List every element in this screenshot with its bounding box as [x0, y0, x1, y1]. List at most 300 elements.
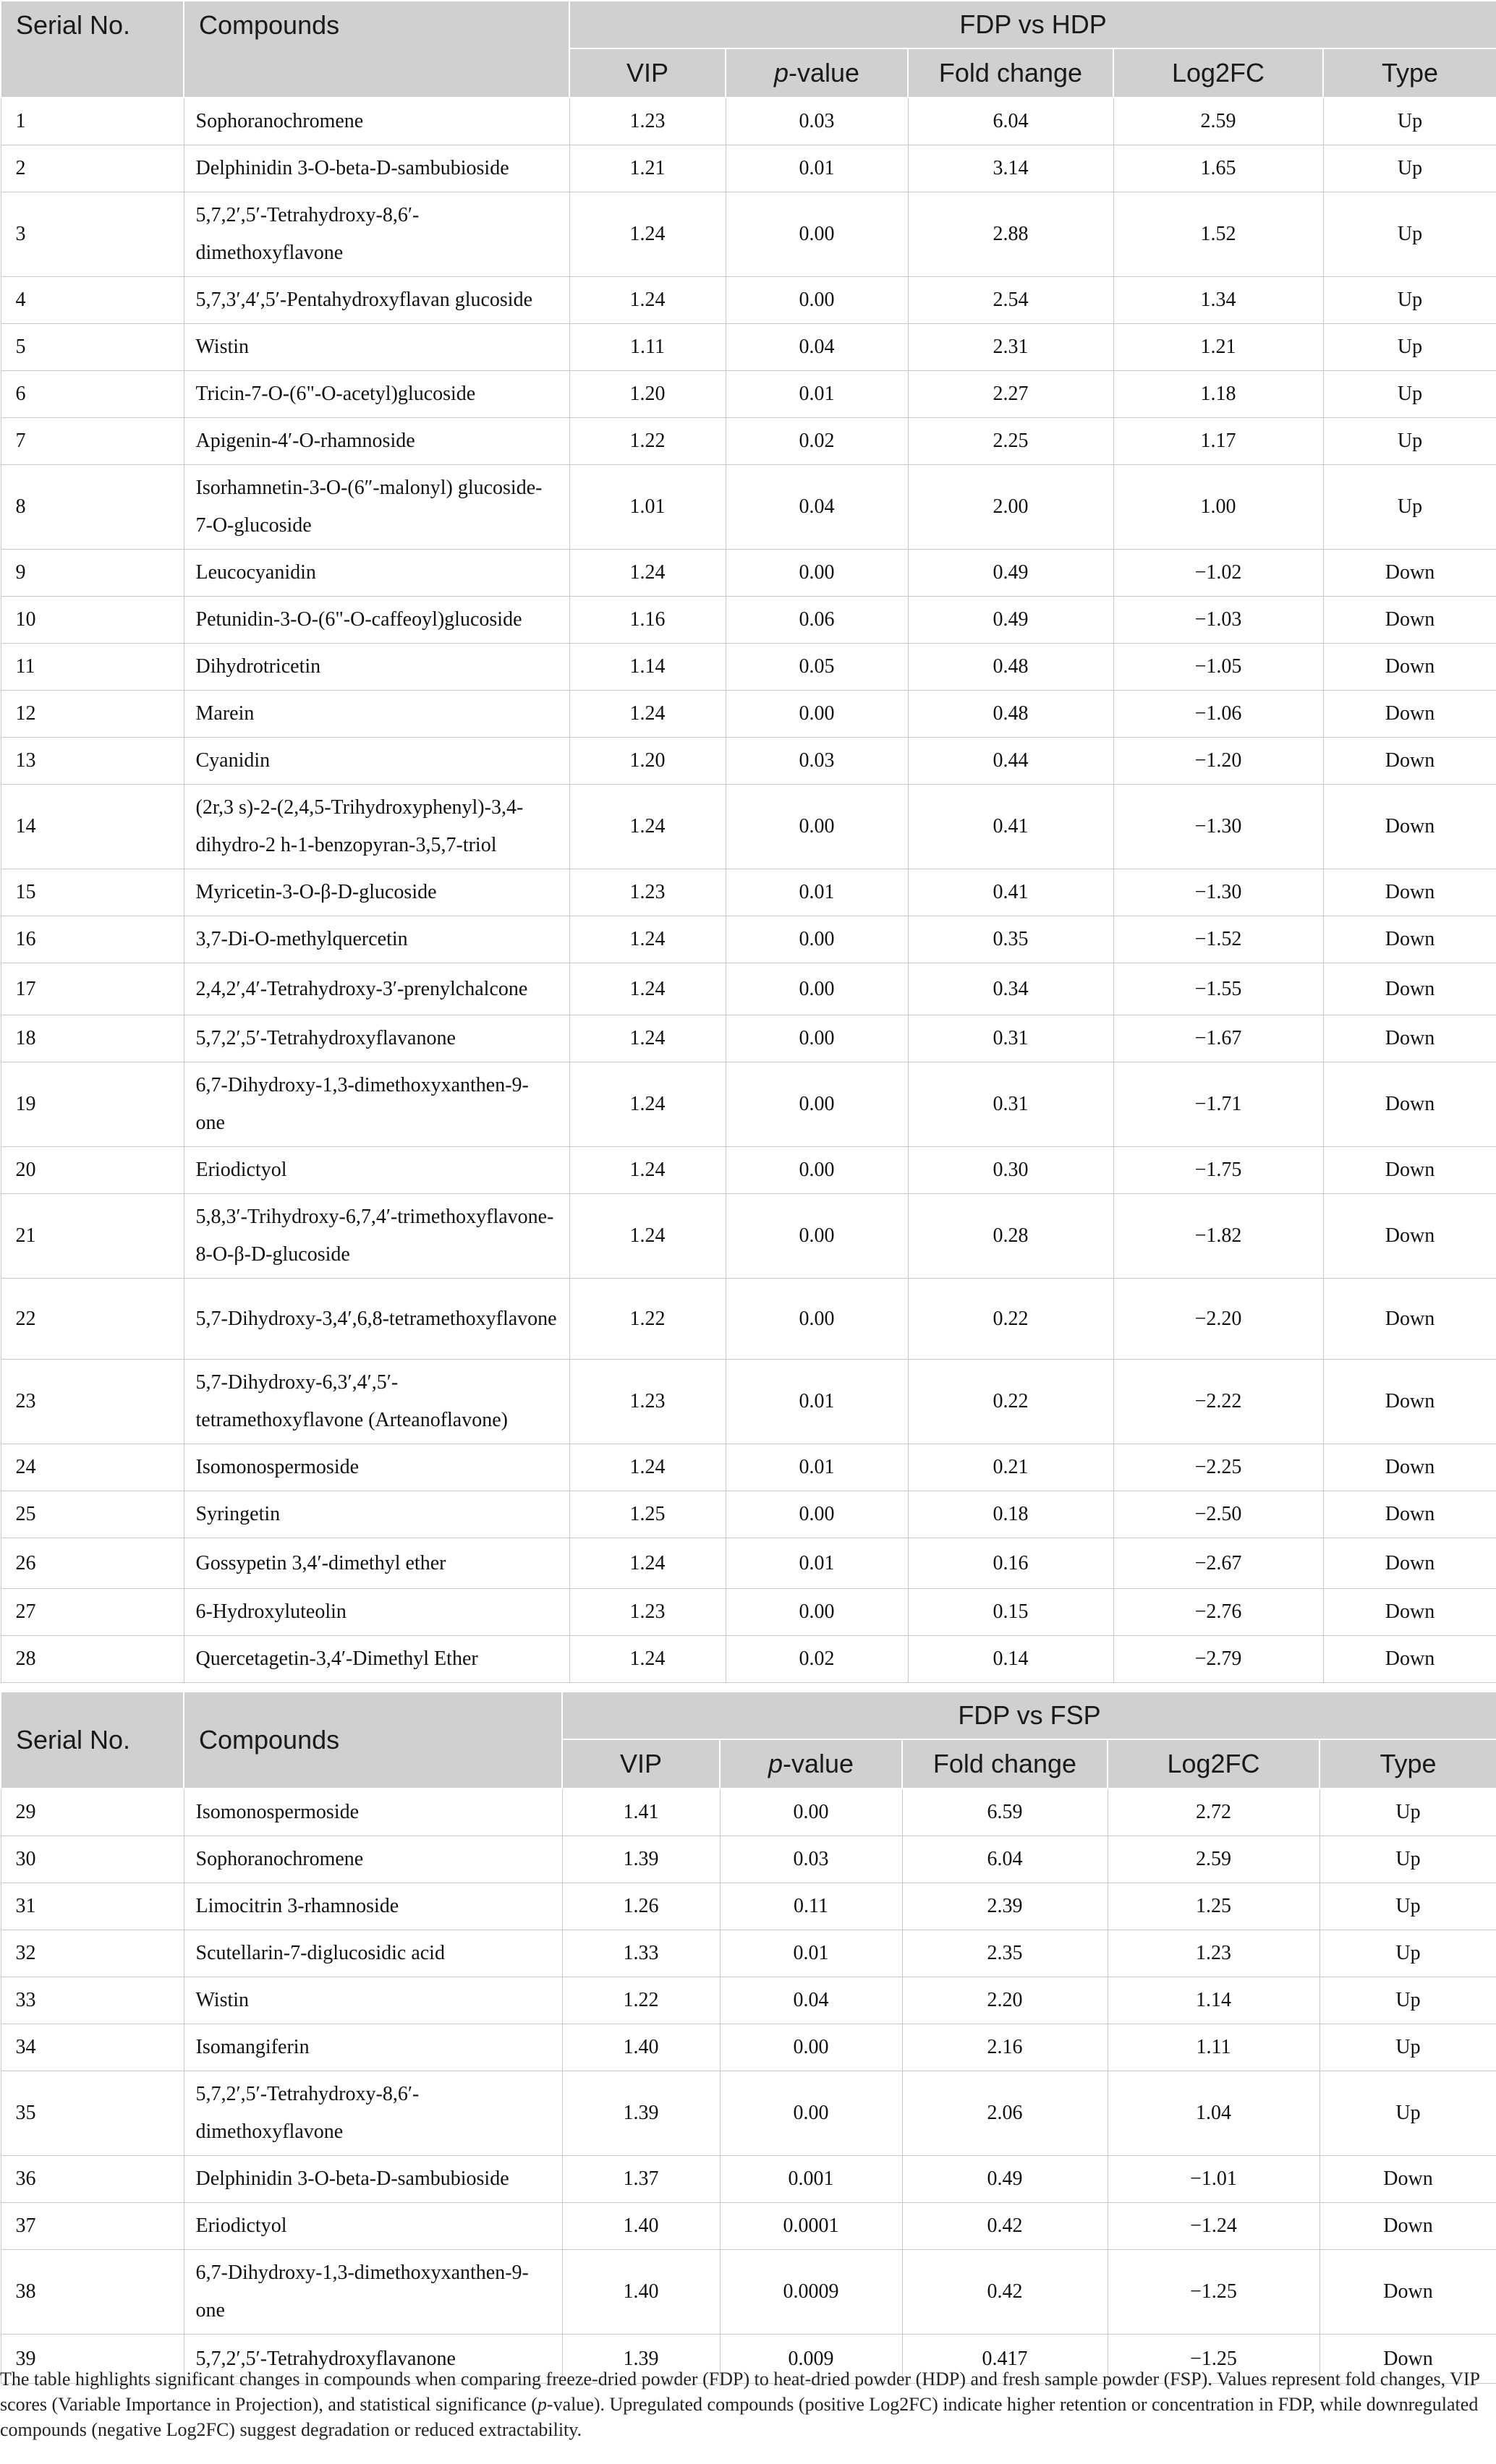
cell-log2fc: −1.25 — [1108, 2335, 1319, 2384]
cell-serial: 25 — [1, 1491, 184, 1538]
cell-log2fc: −2.22 — [1113, 1360, 1323, 1444]
cell-log2fc: 1.00 — [1113, 465, 1323, 550]
cell-log2fc: −1.55 — [1113, 963, 1323, 1015]
cell-log2fc: −1.20 — [1113, 738, 1323, 785]
table-row — [1, 1360, 1496, 1444]
cell-p-value: 0.009 — [720, 2335, 902, 2384]
cell-compound: 5,7-Dihydroxy-3,4′,6,8-tetramethoxyflavone — [184, 1279, 569, 1360]
cell-fold-change: 0.30 — [908, 1147, 1113, 1194]
cell-p-value: 0.02 — [726, 1636, 908, 1683]
cell-vip: 1.24 — [569, 1015, 726, 1062]
cell-serial: 21 — [1, 1194, 184, 1279]
cell-log2fc: 1.65 — [1113, 145, 1323, 192]
cell-vip: 1.23 — [569, 869, 726, 916]
cell-type: Down — [1323, 1147, 1496, 1194]
cell-p-value: 0.01 — [726, 145, 908, 192]
cell-serial: 32 — [1, 1930, 184, 1977]
cell-serial: 36 — [1, 2156, 184, 2203]
table-row — [1, 1930, 1496, 1977]
cell-log2fc: −2.76 — [1113, 1589, 1323, 1636]
cell-log2fc: 2.59 — [1108, 1836, 1319, 1883]
cell-vip: 1.24 — [569, 550, 726, 597]
cell-serial: 10 — [1, 597, 184, 644]
header-vip: VIP — [569, 48, 726, 98]
cell-p-value: 0.01 — [726, 1538, 908, 1589]
cell-p-value: 0.0009 — [720, 2250, 902, 2335]
cell-p-value: 0.03 — [726, 738, 908, 785]
table-row — [1, 1636, 1496, 1683]
cell-serial: 34 — [1, 2024, 184, 2071]
table-row — [1, 550, 1496, 597]
cell-fold-change: 0.28 — [908, 1194, 1113, 1279]
table-header — [1, 1692, 1496, 1789]
cell-type: Up — [1319, 1930, 1496, 1977]
cell-vip: 1.23 — [569, 1589, 726, 1636]
table-row — [1, 1147, 1496, 1194]
cell-type: Down — [1323, 644, 1496, 691]
cell-fold-change: 2.06 — [902, 2071, 1108, 2156]
cell-serial: 3 — [1, 192, 184, 277]
cell-compound: Isomonospermoside — [184, 1444, 569, 1491]
cell-compound: 5,7,2′,5′-Tetrahydroxy-8,6′-dimethoxyflavone — [184, 2071, 562, 2156]
cell-vip: 1.24 — [569, 1194, 726, 1279]
cell-log2fc: 1.18 — [1113, 371, 1323, 418]
cell-serial: 6 — [1, 371, 184, 418]
cell-compound: Isorhamnetin-3-O-(6″-malonyl) glucoside-7-O-glucoside — [184, 465, 569, 550]
cell-serial: 8 — [1, 465, 184, 550]
cell-serial: 30 — [1, 1836, 184, 1883]
cell-p-value: 0.01 — [726, 1360, 908, 1444]
cell-log2fc: 1.25 — [1108, 1883, 1319, 1930]
table-row — [1, 1789, 1496, 1836]
table-row — [1, 2156, 1496, 2203]
cell-serial: 4 — [1, 277, 184, 324]
table-row — [1, 1062, 1496, 1147]
cell-type: Down — [1323, 1444, 1496, 1491]
cell-log2fc: 1.17 — [1113, 418, 1323, 465]
cell-type: Down — [1319, 2250, 1496, 2335]
header-serial: Serial No. — [1, 1, 184, 98]
cell-fold-change: 0.41 — [908, 785, 1113, 869]
table-row — [1, 2071, 1496, 2156]
table-row — [1, 324, 1496, 371]
cell-serial: 15 — [1, 869, 184, 916]
cell-compound: Eriodictyol — [184, 2203, 562, 2250]
cell-serial: 14 — [1, 785, 184, 869]
cell-p-value: 0.00 — [726, 916, 908, 963]
cell-fold-change: 0.14 — [908, 1636, 1113, 1683]
cell-compound: Eriodictyol — [184, 1147, 569, 1194]
cell-type: Down — [1323, 1538, 1496, 1589]
table-row — [1, 785, 1496, 869]
cell-fold-change: 2.39 — [902, 1883, 1108, 1930]
cell-vip: 1.14 — [569, 644, 726, 691]
cell-compound: Apigenin-4′-O-rhamnoside — [184, 418, 569, 465]
cell-p-value: 0.00 — [726, 963, 908, 1015]
cell-vip: 1.20 — [569, 371, 726, 418]
cell-fold-change: 2.16 — [902, 2024, 1108, 2071]
cell-compound: Myricetin-3-O-β-D-glucoside — [184, 869, 569, 916]
cell-fold-change: 0.48 — [908, 691, 1113, 738]
cell-p-value: 0.00 — [726, 691, 908, 738]
header-fold-change: Fold change — [908, 48, 1113, 98]
cell-serial: 29 — [1, 1789, 184, 1836]
cell-compound: Delphinidin 3-O-beta-D-sambubioside — [184, 2156, 562, 2203]
cell-type: Up — [1323, 98, 1496, 145]
header-type: Type — [1319, 1739, 1496, 1789]
cell-vip: 1.24 — [569, 192, 726, 277]
cell-vip: 1.24 — [569, 1062, 726, 1147]
header-type: Type — [1323, 48, 1496, 98]
cell-fold-change: 0.417 — [902, 2335, 1108, 2384]
cell-fold-change: 2.25 — [908, 418, 1113, 465]
cell-vip: 1.40 — [562, 2024, 720, 2071]
cell-fold-change: 2.35 — [902, 1930, 1108, 1977]
cell-vip: 1.24 — [569, 916, 726, 963]
table-row — [1, 418, 1496, 465]
cell-vip: 1.22 — [569, 1279, 726, 1360]
table-row — [1, 963, 1496, 1015]
cell-vip: 1.37 — [562, 2156, 720, 2203]
cell-type: Up — [1323, 324, 1496, 371]
cell-type: Up — [1323, 192, 1496, 277]
cell-serial: 13 — [1, 738, 184, 785]
table-row — [1, 465, 1496, 550]
table-row — [1, 2203, 1496, 2250]
cell-p-value: 0.00 — [726, 192, 908, 277]
table-row — [1, 1015, 1496, 1062]
table-row — [1, 869, 1496, 916]
cell-log2fc: 1.34 — [1113, 277, 1323, 324]
table-row — [1, 1883, 1496, 1930]
cell-p-value: 0.11 — [720, 1883, 902, 1930]
cell-fold-change: 2.27 — [908, 371, 1113, 418]
cell-fold-change: 0.15 — [908, 1589, 1113, 1636]
cell-type: Up — [1323, 277, 1496, 324]
cell-compound: 6,7-Dihydroxy-1,3-dimethoxyxanthen-9-one — [184, 2250, 562, 2335]
cell-p-value: 0.0001 — [720, 2203, 902, 2250]
cell-p-value: 0.01 — [726, 371, 908, 418]
cell-fold-change: 6.59 — [902, 1789, 1108, 1836]
cell-serial: 23 — [1, 1360, 184, 1444]
cell-type: Down — [1323, 1279, 1496, 1360]
cell-vip: 1.22 — [562, 1977, 720, 2024]
cell-serial: 33 — [1, 1977, 184, 2024]
cell-vip: 1.01 — [569, 465, 726, 550]
table-body — [1, 98, 1496, 1683]
cell-type: Down — [1323, 550, 1496, 597]
cell-compound: Wistin — [184, 324, 569, 371]
cell-type: Up — [1323, 145, 1496, 192]
cell-log2fc: −1.71 — [1113, 1062, 1323, 1147]
cell-type: Up — [1323, 465, 1496, 550]
cell-compound: (2r,3 s)-2-(2,4,5-Trihydroxyphenyl)-3,4-dihydro-2 h-1-benzopyran-3,5,7-triol — [184, 785, 569, 869]
table-row — [1, 371, 1496, 418]
cell-p-value: 0.01 — [720, 1930, 902, 1977]
cell-type: Down — [1323, 597, 1496, 644]
table-row — [1, 597, 1496, 644]
cell-type: Down — [1323, 1589, 1496, 1636]
table-row — [1, 277, 1496, 324]
cell-fold-change: 0.48 — [908, 644, 1113, 691]
table-row — [1, 1491, 1496, 1538]
cell-compound: Dihydrotricetin — [184, 644, 569, 691]
cell-vip: 1.24 — [569, 1147, 726, 1194]
cell-p-value: 0.00 — [726, 277, 908, 324]
cell-p-value: 0.00 — [720, 2024, 902, 2071]
cell-p-value: 0.00 — [726, 785, 908, 869]
cell-fold-change: 2.31 — [908, 324, 1113, 371]
cell-type: Up — [1319, 2071, 1496, 2156]
cell-log2fc: −1.67 — [1113, 1015, 1323, 1062]
cell-type: Down — [1323, 738, 1496, 785]
cell-compound: Wistin — [184, 1977, 562, 2024]
cell-compound: Syringetin — [184, 1491, 569, 1538]
cell-compound: Petunidin-3-O-(6"-O-caffeoyl)glucoside — [184, 597, 569, 644]
cell-serial: 16 — [1, 916, 184, 963]
table-row — [1, 1279, 1496, 1360]
cell-log2fc: −2.20 — [1113, 1279, 1323, 1360]
cell-log2fc: 2.72 — [1108, 1789, 1319, 1836]
cell-type: Up — [1319, 1977, 1496, 2024]
cell-p-value: 0.00 — [726, 1062, 908, 1147]
cell-serial: 11 — [1, 644, 184, 691]
cell-compound: Gossypetin 3,4′-dimethyl ether — [184, 1538, 569, 1589]
cell-fold-change: 0.21 — [908, 1444, 1113, 1491]
header-compounds: Compounds — [184, 1692, 562, 1789]
cell-vip: 1.24 — [569, 1538, 726, 1589]
table-row — [1, 738, 1496, 785]
cell-compound: 5,7,2′,5′-Tetrahydroxy-8,6′-dimethoxyflavone — [184, 192, 569, 277]
cell-p-value: 0.001 — [720, 2156, 902, 2203]
table-row — [1, 192, 1496, 277]
cell-vip: 1.21 — [569, 145, 726, 192]
cell-serial: 18 — [1, 1015, 184, 1062]
cell-fold-change: 6.04 — [908, 98, 1113, 145]
cell-compound: Limocitrin 3-rhamnoside — [184, 1883, 562, 1930]
table-row — [1, 644, 1496, 691]
cell-log2fc: −1.30 — [1113, 785, 1323, 869]
cell-serial: 7 — [1, 418, 184, 465]
cell-log2fc: −1.30 — [1113, 869, 1323, 916]
header-compounds: Compounds — [184, 1, 569, 98]
table-fdp-vs-fsp — [0, 1691, 1496, 2384]
cell-log2fc: −1.52 — [1113, 916, 1323, 963]
cell-fold-change: 0.22 — [908, 1279, 1113, 1360]
cell-type: Down — [1323, 963, 1496, 1015]
header-fold-change: Fold change — [902, 1739, 1108, 1789]
header-p-value: p-value — [720, 1739, 902, 1789]
cell-p-value: 0.00 — [720, 2071, 902, 2156]
table-footnote: The table highlights significant changes in compounds when comparing freeze-dried powder (FDP) to heat-dried powder (HDP) and fresh sample powder (FSP). Values represent fold changes, VIP scores (Variable Importance in Projection), and statistical significance (p-value). Upregulated compounds (positive Log2FC) indicate higher retention or concentration in FDP, while downregulated compounds (negative Log2FC) suggest degradation or reduced extractability. — [0, 2369, 1480, 2440]
cell-compound: Quercetagetin-3,4′-Dimethyl Ether — [184, 1636, 569, 1683]
cell-p-value: 0.00 — [726, 1015, 908, 1062]
cell-log2fc: −1.03 — [1113, 597, 1323, 644]
table-row — [1, 1194, 1496, 1279]
table-row — [1, 2024, 1496, 2071]
cell-compound: 6-Hydroxyluteolin — [184, 1589, 569, 1636]
cell-log2fc: −1.01 — [1108, 2156, 1319, 2203]
cell-type: Down — [1323, 1194, 1496, 1279]
cell-serial: 38 — [1, 2250, 184, 2335]
cell-serial: 2 — [1, 145, 184, 192]
cell-p-value: 0.00 — [726, 1491, 908, 1538]
cell-compound: Leucocyanidin — [184, 550, 569, 597]
cell-compound: Sophoranochromene — [184, 98, 569, 145]
cell-p-value: 0.00 — [726, 1279, 908, 1360]
cell-compound: Delphinidin 3-O-beta-D-sambubioside — [184, 145, 569, 192]
cell-log2fc: −1.06 — [1113, 691, 1323, 738]
cell-vip: 1.23 — [569, 98, 726, 145]
cell-log2fc: −1.75 — [1113, 1147, 1323, 1194]
cell-log2fc: −2.50 — [1113, 1491, 1323, 1538]
cell-type: Up — [1319, 1789, 1496, 1836]
table-row — [1, 2250, 1496, 2335]
cell-type: Down — [1323, 1491, 1496, 1538]
cell-fold-change: 3.14 — [908, 145, 1113, 192]
table-row — [1, 691, 1496, 738]
cell-fold-change: 2.00 — [908, 465, 1113, 550]
cell-type: Up — [1323, 418, 1496, 465]
cell-serial: 31 — [1, 1883, 184, 1930]
cell-serial: 9 — [1, 550, 184, 597]
cell-fold-change: 0.41 — [908, 869, 1113, 916]
cell-vip: 1.39 — [562, 2335, 720, 2384]
cell-serial: 35 — [1, 2071, 184, 2156]
cell-p-value: 0.00 — [726, 1589, 908, 1636]
cell-fold-change: 2.54 — [908, 277, 1113, 324]
cell-compound: Sophoranochromene — [184, 1836, 562, 1883]
cell-type: Up — [1319, 2024, 1496, 2071]
cell-fold-change: 0.49 — [902, 2156, 1108, 2203]
cell-compound: 5,7-Dihydroxy-6,3′,4′,5′-tetramethoxyflavone (Arteanoflavone) — [184, 1360, 569, 1444]
cell-compound: Isomangiferin — [184, 2024, 562, 2071]
cell-p-value: 0.00 — [726, 550, 908, 597]
cell-log2fc: −2.25 — [1113, 1444, 1323, 1491]
cell-fold-change: 2.88 — [908, 192, 1113, 277]
cell-compound: 2,4,2′,4′-Tetrahydroxy-3′-prenylchalcone — [184, 963, 569, 1015]
cell-fold-change: 0.31 — [908, 1015, 1113, 1062]
cell-fold-change: 0.16 — [908, 1538, 1113, 1589]
cell-vip: 1.33 — [562, 1930, 720, 1977]
cell-p-value: 0.01 — [726, 869, 908, 916]
cell-vip: 1.24 — [569, 691, 726, 738]
cell-p-value: 0.00 — [726, 1194, 908, 1279]
cell-compound: Tricin-7-O-(6"-O-acetyl)glucoside — [184, 371, 569, 418]
cell-vip: 1.25 — [569, 1491, 726, 1538]
cell-p-value: 0.00 — [720, 1789, 902, 1836]
cell-vip: 1.16 — [569, 597, 726, 644]
cell-compound: 5,8,3′-Trihydroxy-6,7,4′-trimethoxyflavone-8-O-β-D-glucoside — [184, 1194, 569, 1279]
cell-p-value: 0.02 — [726, 418, 908, 465]
header-p-value: p-value — [726, 48, 908, 98]
cell-type: Down — [1323, 869, 1496, 916]
cell-serial: 37 — [1, 2203, 184, 2250]
cell-serial: 24 — [1, 1444, 184, 1491]
cell-serial: 39 — [1, 2335, 184, 2384]
cell-vip: 1.39 — [562, 2071, 720, 2156]
cell-log2fc: 1.21 — [1113, 324, 1323, 371]
header-log2fc: Log2FC — [1113, 48, 1323, 98]
table-row — [1, 1977, 1496, 2024]
cell-log2fc: −1.02 — [1113, 550, 1323, 597]
cell-p-value: 0.06 — [726, 597, 908, 644]
cell-fold-change: 0.22 — [908, 1360, 1113, 1444]
cell-compound: Cyanidin — [184, 738, 569, 785]
cell-serial: 1 — [1, 98, 184, 145]
cell-type: Down — [1319, 2156, 1496, 2203]
cell-type: Down — [1323, 1360, 1496, 1444]
cell-type: Down — [1323, 691, 1496, 738]
cell-vip: 1.11 — [569, 324, 726, 371]
cell-log2fc: 1.14 — [1108, 1977, 1319, 2024]
table-body — [1, 1789, 1496, 2384]
cell-log2fc: −2.79 — [1113, 1636, 1323, 1683]
cell-vip: 1.39 — [562, 1836, 720, 1883]
cell-fold-change: 0.42 — [902, 2203, 1108, 2250]
cell-fold-change: 0.31 — [908, 1062, 1113, 1147]
cell-p-value: 0.01 — [726, 1444, 908, 1491]
cell-serial: 20 — [1, 1147, 184, 1194]
header-vip: VIP — [562, 1739, 720, 1789]
cell-compound: 5,7,3′,4′,5′-Pentahydroxyflavan glucoside — [184, 277, 569, 324]
cell-log2fc: 1.52 — [1113, 192, 1323, 277]
cell-log2fc: 2.59 — [1113, 98, 1323, 145]
cell-vip: 1.24 — [569, 1636, 726, 1683]
cell-type: Down — [1323, 785, 1496, 869]
table-row — [1, 1538, 1496, 1589]
table-row — [1, 98, 1496, 145]
cell-vip: 1.24 — [569, 277, 726, 324]
header-group-title: FDP vs FSP — [562, 1692, 1496, 1739]
cell-fold-change: 2.20 — [902, 1977, 1108, 2024]
header-group-title: FDP vs HDP — [569, 1, 1496, 48]
cell-serial: 12 — [1, 691, 184, 738]
cell-type: Up — [1323, 371, 1496, 418]
header-serial: Serial No. — [1, 1692, 184, 1789]
cell-type: Down — [1323, 1015, 1496, 1062]
cell-type: Up — [1319, 1836, 1496, 1883]
header-log2fc: Log2FC — [1108, 1739, 1319, 1789]
cell-type: Up — [1319, 1883, 1496, 1930]
cell-serial: 28 — [1, 1636, 184, 1683]
cell-log2fc: 1.04 — [1108, 2071, 1319, 2156]
cell-fold-change: 6.04 — [902, 1836, 1108, 1883]
cell-vip: 1.26 — [562, 1883, 720, 1930]
cell-fold-change: 0.42 — [902, 2250, 1108, 2335]
cell-vip: 1.24 — [569, 963, 726, 1015]
cell-p-value: 0.04 — [726, 465, 908, 550]
cell-fold-change: 0.35 — [908, 916, 1113, 963]
cell-serial: 22 — [1, 1279, 184, 1360]
cell-compound: Isomonospermoside — [184, 1789, 562, 1836]
cell-serial: 17 — [1, 963, 184, 1015]
cell-fold-change: 0.49 — [908, 550, 1113, 597]
cell-p-value: 0.04 — [720, 1977, 902, 2024]
cell-fold-change: 0.34 — [908, 963, 1113, 1015]
cell-compound: 6,7-Dihydroxy-1,3-dimethoxyxanthen-9-one — [184, 1062, 569, 1147]
cell-serial: 19 — [1, 1062, 184, 1147]
cell-serial: 27 — [1, 1589, 184, 1636]
cell-vip: 1.23 — [569, 1360, 726, 1444]
cell-p-value: 0.03 — [720, 1836, 902, 1883]
cell-p-value: 0.05 — [726, 644, 908, 691]
table-row — [1, 1836, 1496, 1883]
cell-fold-change: 0.44 — [908, 738, 1113, 785]
cell-fold-change: 0.49 — [908, 597, 1113, 644]
cell-compound: 5,7,2′,5′-Tetrahydroxyflavanone — [184, 1015, 569, 1062]
cell-vip: 1.20 — [569, 738, 726, 785]
